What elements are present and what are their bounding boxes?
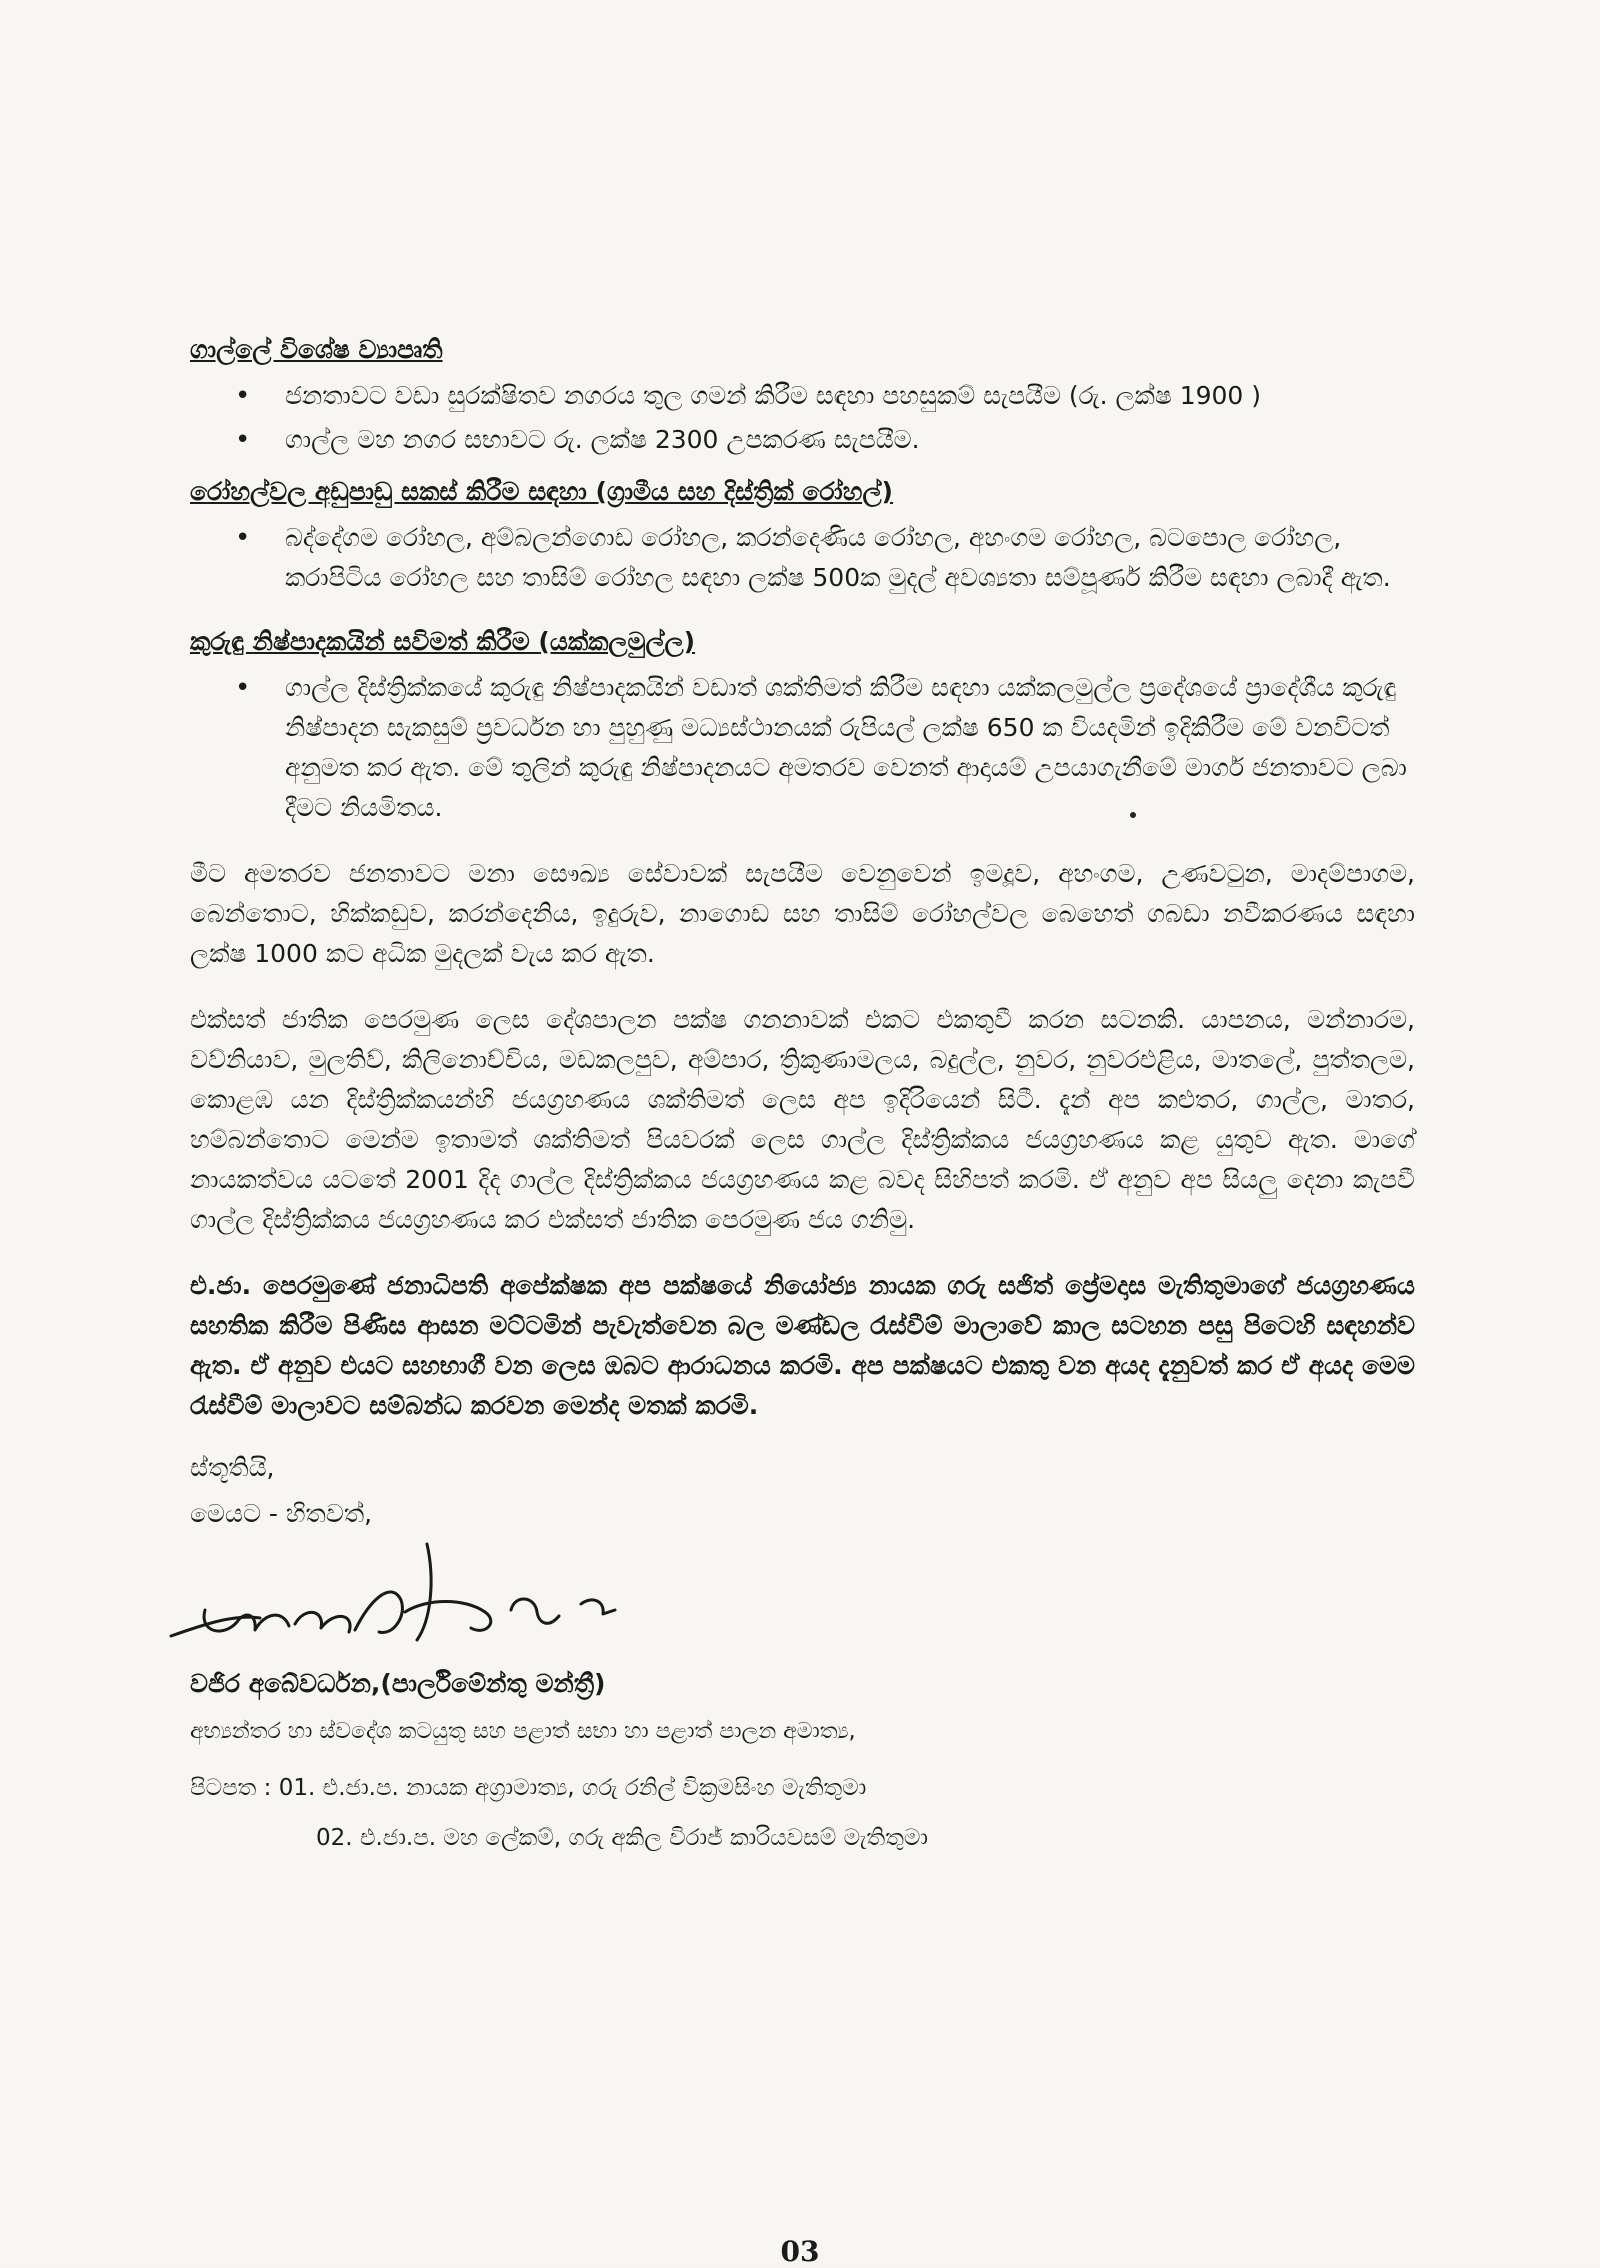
- hospitals-list: [190, 518, 1415, 598]
- section-heading-hospitals: රෝහල්වල අඩුපාඩු සකස් කිරීම සඳහා (ග්‍රාමීය සහ දිස්ත්‍රික් රෝහල්): [190, 477, 893, 506]
- copy-recipient: 02. එ.ජා.ප. මහ ලේකම්, ගරු අකිල විරාජ් කාරියවසම් මැතිතුමා: [316, 1825, 928, 1851]
- list-item: • ගාල්ල මහ නගර සභාවට රු. ලක්ෂ 2300 උපකරණ සැපයීම.: [190, 420, 1415, 460]
- handwritten-signature: [165, 1540, 685, 1660]
- signatory-block: [190, 1664, 1415, 1752]
- copies-block: [190, 1768, 1415, 1858]
- closing-regards: මෙයට - හිතවත්,: [190, 1499, 373, 1528]
- list-item: • ගාල්ල දිස්ත්‍රික්කයේ කුරුඳු නිෂ්පාදකයින් වඩාත් ශක්තිමත් කිරීම සඳහා යක්කලමුල්ල ප්‍රදේශයේ ප්‍රාදේශීය කුරුඳු නිෂ්පාදන සැකසුම් ප්‍රවර්ධන හා පුහුණු මධ්‍යස්ථානයක් රුපියල් ලක්ෂ 650 ක වියදමින් ඉදිකිරීම මේ වනවිටත් අනුමත කර ඇත. මේ තුලින් කුරුඳු නිෂ්පාදනයට අමතරව වෙනත් ආදායම් උපයාගැනීමේ මාර්ග ජනතාවට ලබා දීමට නියමිතය.: [190, 668, 1415, 828]
- paragraph-unp-districts: එක්සත් ජාතික පෙරමුණ ලෙස දේශපාලන පක්ෂ ගනනාවක් එකට එකතුවී කරන සටනකි. යාපනය, මන්නාරම, වව්නියාව, මුලතිව්, කිලිනොච්චිය, මඩකලපුව, අම්පාර, ත්‍රිකුණාමලය, බදුල්ල, නුවර, නුවරඑළිය, මාතලේ, පුත්තලම, කොළඹ යන දිස්ත්‍රික්කයන්හි ජයග්‍රහණය ශක්තිමත් ලෙස අප ඉදිරියෙන් සිටී. දැන් අප කළුතර, ගාල්ල, මාතර, හම්බන්තොට මෙන්ම ඉතාමත් ශක්තිමත් පියවරක් ලෙස ගාල්ල දිස්ත්‍රික්කය ජයග්‍රහණය කළ යුතුව ඇත. මාගේ නායකත්වය යටතේ 2001 දිද ගාල්ල දිස්ත්‍රික්කය ජයග්‍රහණය කළ බවද සිහිපත් කරමි. ඒ අනුව අප සියලු දෙනා කැපවී ගාල්ල දිස්ත්‍රික්කය ජයග්‍රහණය කර එක්සත් ජාතික පෙරමුණ ජය ගනිමු.: [190, 1005, 1415, 1234]
- letter-body: [190, 330, 1415, 1868]
- list-item: • බද්දේගම රෝහල, අම්බලන්ගොඩ රෝහල, කරන්දෙණිය රෝහල, අහංගම රෝහල, බටපොල රෝහල, කරාපිටිය රෝහල සහ තාසිම් රෝහල සඳහා ලක්ෂ 500ක මුදල් අවශ්‍යතා සම්පූර්ණ කිරීම සඳහා ලබාදී ඇත.: [190, 518, 1415, 598]
- paragraph-campaign-meetings: එ.ජා. පෙරමුණේ ජනාධිපති අපේක්ෂක අප පක්ෂයේ නියෝජ්‍ය නායක ගරු සජිත් ප්‍රේමදාස මැතිතුමාගේ ජයග්‍රහණය සහතික කිරීම පිණිස ආසන මට්ටමින් පැවැත්වෙන බල මණ්ඩල රැස්වීම් මාලාවේ කාල සටහන පසු පිටෙහි සඳහන්ව ඇත. ඒ අනුව එයට සහභාගී වන ලෙස ඔබට ආරාධනය කරමි. අප පක්ෂයට එකතු වන අයද දැනුවත් කර ඒ අයද මෙම රැස්වීම් මාලාවට සම්බන්ධ කරවන මෙන්ද මතක් කරමි.: [190, 1271, 1415, 1420]
- cinnamon-list: [190, 668, 1415, 828]
- copies-label: පිටපත :: [190, 1775, 272, 1801]
- copy-row: [190, 1768, 1415, 1808]
- signatory-name: වජිර අබේවර්ධන,(පාර්ලිමේන්තු මන්ත්‍රී): [190, 1669, 606, 1698]
- galle-projects-list: [190, 376, 1415, 460]
- section-heading-galle-projects: ගාල්ලේ විශේෂ ව්‍යාපෘති: [190, 335, 443, 364]
- section-heading-cinnamon: කුරුඳු නිෂ්පාදකයින් සවිමත් කිරීම (යක්කලමුල්ල): [190, 627, 696, 656]
- page-number: 03: [780, 2235, 820, 2268]
- closing-block: [190, 1448, 1415, 1534]
- copy-recipient: 01. එ.ජා.ප. නායක අග්‍රාමාත්‍ය, ගරු රනිල් වික්‍රමසිංහ මැතිතුමා: [278, 1775, 867, 1801]
- copy-row: [190, 1818, 1415, 1858]
- signatory-title: අභ්‍යන්තර හා ස්වදේශ කටයුතු සහ පළාත් සභා හා පළාත් පාලන අමාත්‍ය,: [190, 1719, 856, 1744]
- closing-thanks: ස්තූතියි,: [190, 1453, 275, 1482]
- paragraph-health-services: මීට අමතරව ජනතාවට මනා සෞඛ්‍ය සේවාවක් සැපයීම වෙනුවෙන් ඉමදූව, අහංගම, උණවටුන, මාදම්පාගම, බෙන්තොට, හික්කඩුව, කරන්දෙනිය, ඉදුරුව, නාගොඩ සහ තාසිම් රෝහල්වල බෙහෙත් ගබඩා නවීකරණය සඳහා ලක්ෂ 1000 කට අධික මුදලක් වැය කර ඇත.: [190, 859, 1415, 968]
- ink-dot: [1130, 812, 1136, 818]
- list-item: • ජනතාවට වඩා සුරක්ෂිතව නගරය තුල ගමන් කිරීම සඳහා පහසුකම් සැපයීම (රු. ලක්ෂ 1900 ): [190, 376, 1415, 416]
